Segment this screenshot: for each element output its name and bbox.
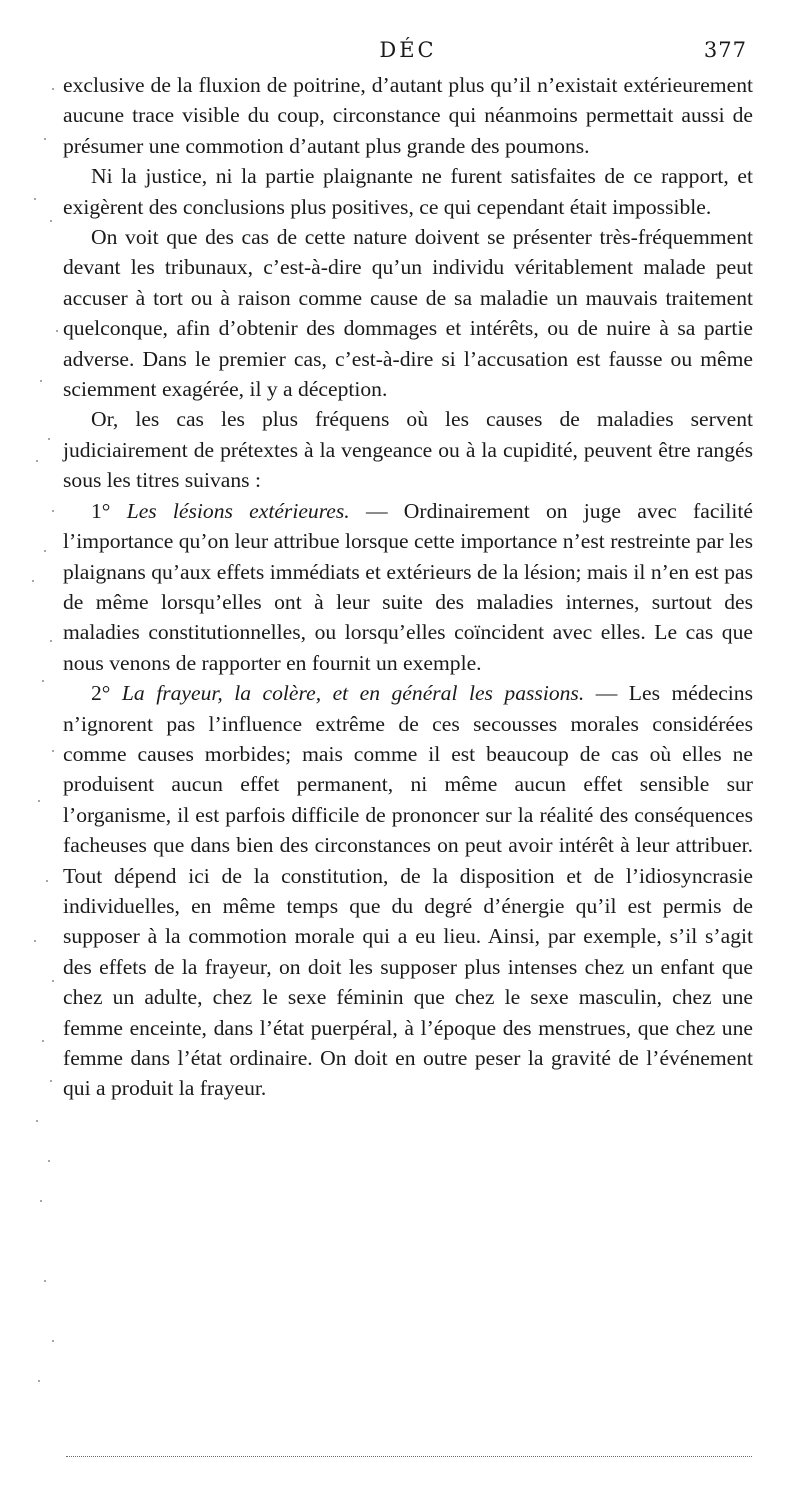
italic-heading: Les lésions extérieures. bbox=[126, 498, 350, 523]
paragraph-text: On voit que des cas de cette nature doivent se présenter très-fréquemment devant les tribunaux, c’est-à-dire qu’un individu véritablement malade peut accuser à tort ou à raison comme cause de sa maladie un mauvais traitement quelconque, afin d’obtenir des dommages et intérêts, ou de nuire à sa partie adverse. Dans le premier cas, c’est-à-dire si l’accusation est fausse ou même sciemment exagérée, il y a déception. bbox=[63, 225, 753, 402]
margin-speck bbox=[36, 460, 38, 462]
margin-speck bbox=[56, 330, 58, 332]
running-title: DÉC bbox=[379, 38, 437, 62]
margin-speck bbox=[32, 580, 34, 582]
margin-speck bbox=[52, 980, 54, 982]
paragraph bbox=[63, 678, 753, 1104]
margin-speck bbox=[52, 1340, 54, 1342]
margin-speck bbox=[36, 1120, 38, 1122]
page-number: 377 bbox=[703, 38, 747, 62]
margin-speck bbox=[50, 640, 52, 642]
margin-speck bbox=[42, 1040, 44, 1042]
margin-speck bbox=[34, 940, 36, 942]
margin-speck bbox=[38, 1380, 40, 1382]
margin-speck bbox=[44, 1280, 46, 1282]
paragraph-text: 1° bbox=[91, 498, 127, 523]
paragraph-text: 2° bbox=[91, 681, 122, 706]
margin-speck bbox=[50, 1080, 52, 1082]
margin-speck bbox=[48, 1160, 50, 1162]
margin-speck bbox=[52, 510, 54, 512]
bottom-dotted-rule bbox=[66, 1456, 752, 1457]
margin-speck bbox=[40, 1200, 42, 1202]
italic-heading: La frayeur, la colère, et en général les passions. bbox=[121, 681, 585, 706]
paragraph bbox=[63, 161, 753, 222]
margin-speck bbox=[38, 800, 40, 802]
margin-speck bbox=[44, 138, 46, 140]
paragraph-text: — Les médecins n’ignorent pas l’influence extrême de ces secousses morales considérées comme causes morbides; mais comme il est beaucoup de cas où elles ne produisent aucun effet permanent, ni même aucun effet sensible sur l’organisme, il est parfois difficile de prononcer sur la réalité des conséquences facheuses que dans bien des circonstances on peut avoir intérêt à leur attribuer. Tout dépend ici de la constitution, de la disposition et de l’idiosyncrasie individuelles, en même temps que du degré d’énergie qu’il est permis de supposer à la commotion morale qui a eu lieu. Ainsi, par exemple, s’il s’agit des effets de la frayeur, on doit les supposer plus intenses chez un enfant que chez un adulte, chez le sexe féminin que chez le sexe masculin, chez une femme enceinte, dans l’état puerpéral, à l’époque des menstrues, que chez une femme dans l’état ordinaire. On doit en outre peser la gravité de l’événement qui a produit la frayeur. bbox=[63, 681, 754, 1101]
margin-specks bbox=[22, 80, 58, 1420]
margin-speck bbox=[50, 220, 52, 222]
margin-speck bbox=[52, 750, 54, 752]
paragraph bbox=[63, 404, 753, 495]
margin-speck bbox=[46, 880, 48, 882]
running-head bbox=[63, 34, 753, 68]
paragraph bbox=[63, 496, 753, 678]
body-text bbox=[63, 70, 753, 1104]
paragraph-text: Ni la justice, ni la partie plaignante ne furent satisfaites de ce rapport, et exigèrent des conclusions plus positives, ce qui cependant était impossible. bbox=[63, 164, 753, 219]
paragraph-text: exclusive de la fluxion de poitrine, d’autant plus qu’il n’existait extérieurement aucune trace visible du coup, circonstance qui néanmoins permettait aussi de présumer une commotion d’autant plus grande des poumons. bbox=[63, 73, 753, 158]
paragraph-text: Or, les cas les plus fréquens où les causes de maladies servent judiciairement de prétextes à la vengeance ou à la cupidité, peuvent être rangés sous les titres suivans : bbox=[63, 407, 753, 493]
margin-speck bbox=[34, 198, 36, 200]
paragraph bbox=[63, 222, 753, 404]
paragraph-text: — Ordinairement on juge avec facilité l’importance qu’on leur attribue lorsque cette importance n’est restreinte par les plaignans qu’aux effets immédiats et extérieurs de la lésion; mais il n’en est pas de même lorsqu’elles ont à leur suite des maladies internes, surtout des maladies constitutionnelles, ou lorsqu’elles coïncident avec elles. Le cas que nous venons de rapporter en fournit un exemple. bbox=[63, 498, 753, 675]
margin-speck bbox=[42, 680, 44, 682]
margin-speck bbox=[44, 550, 46, 552]
margin-speck bbox=[48, 438, 50, 440]
paragraph bbox=[63, 70, 753, 161]
margin-speck bbox=[52, 88, 54, 90]
margin-speck bbox=[40, 380, 42, 382]
